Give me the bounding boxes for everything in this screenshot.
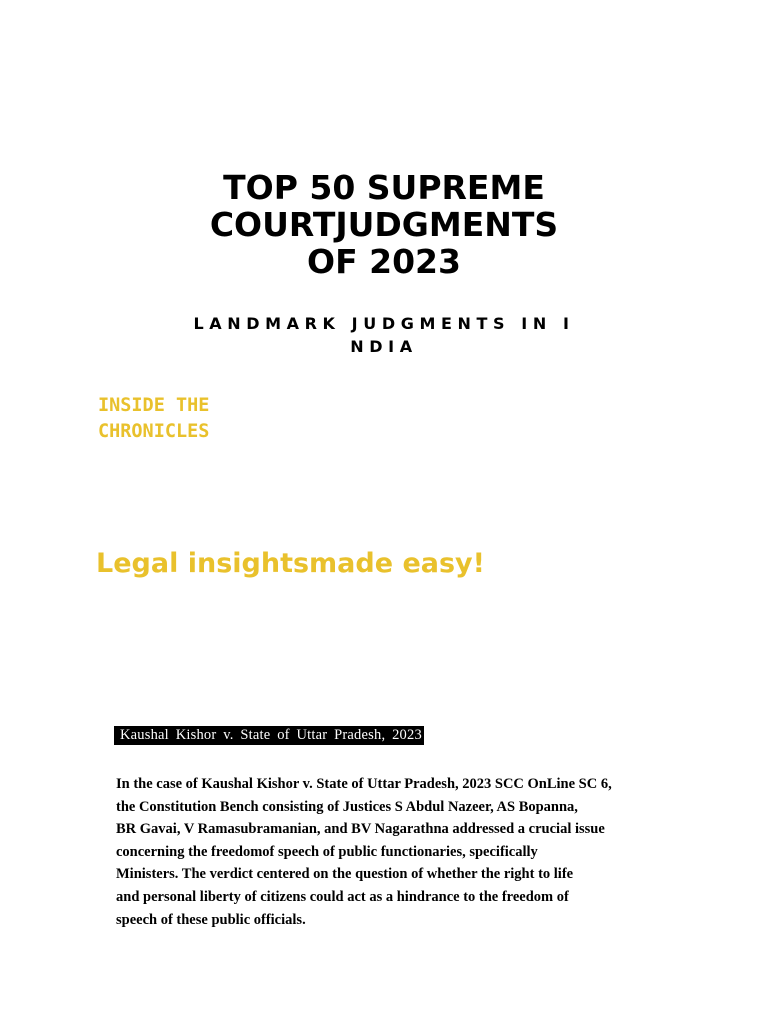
title-line: TOP 50 SUPREME: [223, 168, 545, 207]
inside-line: INSIDE THE: [98, 395, 210, 416]
document-title: [0, 169, 768, 280]
inside-the-chronicles-label: [98, 393, 209, 445]
inside-line: CHRONICLES: [98, 421, 210, 442]
case-heading: Kaushal Kishor v. State of Uttar Pradesh, 2023: [114, 726, 424, 745]
document-subtitle: [0, 312, 768, 358]
paragraph-line: and personal liberty of citizens could act as a hindrance to the freedom of: [116, 888, 569, 905]
paragraph-line: Ministers. The verdict centered on the question of whether the right to life: [116, 866, 574, 883]
paragraph-line: BR Gavai, V Ramasubramanian, and BV Nagarathna addressed a crucial issue: [116, 821, 605, 838]
subtitle-line: LANDMARK JUDGMENTS IN I: [193, 314, 575, 333]
title-line: COURTJUDGMENTS: [209, 205, 559, 244]
tagline: Legal insightsmade easy!: [96, 548, 485, 579]
paragraph-line: speech of these public officials.: [116, 911, 306, 928]
subtitle-line: NDIA: [350, 337, 418, 356]
paragraph-line: In the case of Kaushal Kishor v. State of Uttar Pradesh, 2023 SCC OnLine SC 6,: [116, 776, 612, 792]
paragraph-line: concerning the freedomof speech of public functionaries, specifically: [116, 843, 538, 860]
title-line: OF 2023: [307, 242, 461, 281]
paragraph-line: the Constitution Bench consisting of Justices S Abdul Nazeer, AS Bopanna,: [116, 798, 578, 815]
case-summary-paragraph: [116, 773, 676, 931]
